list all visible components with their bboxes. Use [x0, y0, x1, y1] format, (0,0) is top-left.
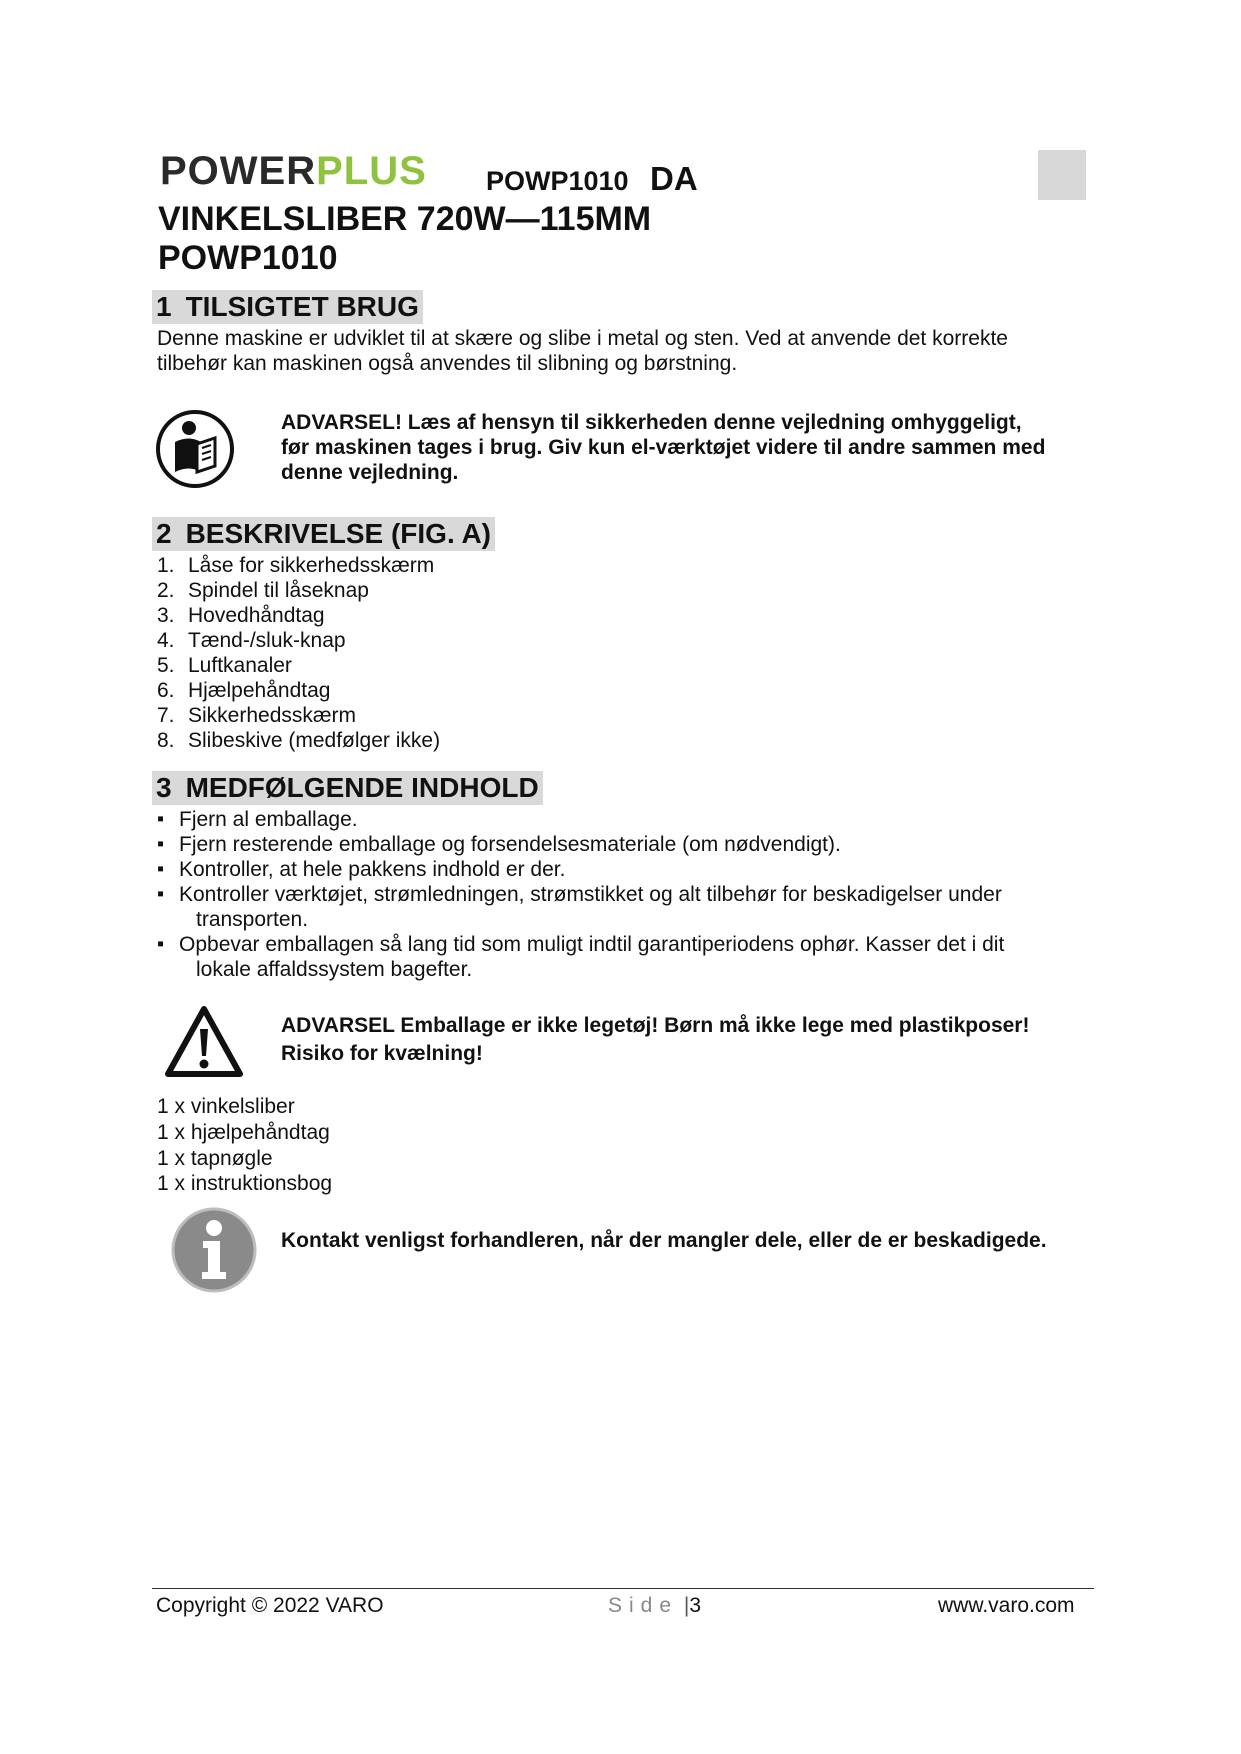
footer-divider [152, 1588, 1094, 1589]
section-heading-2 [152, 517, 495, 551]
item-text: Låse for sikkerhedsskærm [188, 554, 435, 577]
section1-warning [281, 410, 1045, 485]
list-item [157, 728, 440, 753]
content-item: 1 x instruktionsbog [157, 1172, 333, 1195]
section-title: TILSIGTET BRUG [185, 291, 419, 322]
list-item [157, 678, 440, 703]
warning-triangle-icon [163, 1004, 245, 1080]
content-item: 1 x hjælpehåndtag [157, 1121, 330, 1144]
description-list [157, 553, 440, 753]
logo-plus: PLUS [316, 149, 427, 193]
list-item [157, 807, 1077, 832]
bullet-text: Kontroller, at hele pakkens indhold er der. [179, 858, 566, 881]
list-item [157, 857, 1077, 882]
powerplus-logo [160, 148, 427, 194]
document-subtitle: POWP1010 [158, 239, 338, 277]
package-contents [157, 1094, 332, 1196]
section-heading-3 [152, 771, 543, 805]
content-item: 1 x vinkelsliber [157, 1095, 295, 1118]
section-title: MEDFØLGENDE INDHOLD [185, 772, 539, 803]
item-number: 8. [157, 729, 175, 752]
item-text: Sikkerhedsskærm [188, 704, 357, 727]
read-manual-icon [155, 408, 235, 490]
item-number: 4. [157, 629, 175, 652]
item-number: 6. [157, 679, 175, 702]
page-label: Side [608, 1594, 679, 1617]
footer-page: Side |3 [608, 1594, 702, 1617]
logo-power: POWER [160, 149, 317, 193]
section-heading-1 [152, 290, 423, 324]
item-text: Luftkanaler [188, 654, 292, 677]
list-item [157, 882, 1077, 932]
document-title: VINKELSLIBER 720W—115MM [158, 200, 652, 238]
warning-line: denne vejledning. [281, 461, 459, 484]
warning-line: ADVARSEL! Læs af hensyn til sikkerheden denne vejledning omhyggeligt, [281, 411, 1022, 434]
item-text: Hovedhåndtag [188, 604, 325, 627]
item-text: Slibeskive (medfølger ikke) [188, 729, 441, 752]
item-number: 7. [157, 704, 175, 727]
item-text: Spindel til låseknap [188, 579, 369, 602]
item-number: 2. [157, 579, 175, 602]
bullet-text: Fjern resterende emballage og forsendelsesmateriale (om nødvendigt). [179, 833, 841, 856]
list-item [157, 932, 1077, 982]
section-title: BESKRIVELSE (FIG. A) [185, 518, 492, 549]
list-item [157, 553, 440, 578]
bullet-text: Opbevar emballagen så lang tid som muligt indtil garantiperiodens ophør. Kasser det i dit [179, 933, 1005, 956]
list-item [157, 628, 440, 653]
contents-bullet-list [157, 807, 1077, 982]
model-number: POWP1010 [486, 166, 629, 196]
footer-website: www.varo.com [938, 1594, 1075, 1617]
warning-line: før maskinen tages i brug. Giv kun el-værktøjet videre til andre sammen med [281, 436, 1046, 459]
list-item [157, 703, 440, 728]
section-number: 2 [156, 518, 172, 549]
list-item [157, 832, 1077, 857]
info-text: Kontakt venligst forhandleren, når der mangler dele, eller de er beskadigede. [281, 1229, 1047, 1252]
paragraph-line: Denne maskine er udviklet til at skære og slibe i metal og sten. Ved at anvende det korrekte [157, 327, 1008, 350]
item-number: 3. [157, 604, 175, 627]
page-number: 3 [689, 1594, 702, 1617]
item-number: 5. [157, 654, 175, 677]
paragraph-line: tilbehør kan maskinen også anvendes til slibning og børstning. [157, 352, 738, 375]
list-item [157, 653, 440, 678]
bullet-text: Fjern al emballage. [179, 808, 358, 831]
warning-line: ADVARSEL Emballage er ikke legetøj! Børn må ikke lege med plastikposer! [281, 1014, 1030, 1037]
content-item: 1 x tapnøgle [157, 1147, 273, 1170]
item-text: Tænd-/sluk-knap [188, 629, 346, 652]
bullet-text: Kontroller værktøjet, strømledningen, strømstikket og alt tilbehør for beskadigelser under [179, 883, 1002, 906]
list-item [157, 603, 440, 628]
list-item [157, 578, 440, 603]
language-code: DA [650, 160, 698, 197]
corner-box [1038, 150, 1086, 200]
section-number: 1 [156, 291, 172, 322]
bullet-continuation: lokale affaldssystem bagefter. [196, 958, 473, 981]
footer-copyright: Copyright © 2022 VARO [156, 1594, 384, 1617]
section3-warning [281, 1012, 1029, 1068]
item-text: Hjælpehåndtag [188, 679, 331, 702]
section1-paragraph [157, 326, 1008, 376]
warning-line: Risiko for kvælning! [281, 1042, 483, 1065]
item-number: 1. [157, 554, 175, 577]
bullet-continuation: transporten. [196, 908, 309, 931]
info-icon [170, 1206, 258, 1294]
section-number: 3 [156, 772, 172, 803]
